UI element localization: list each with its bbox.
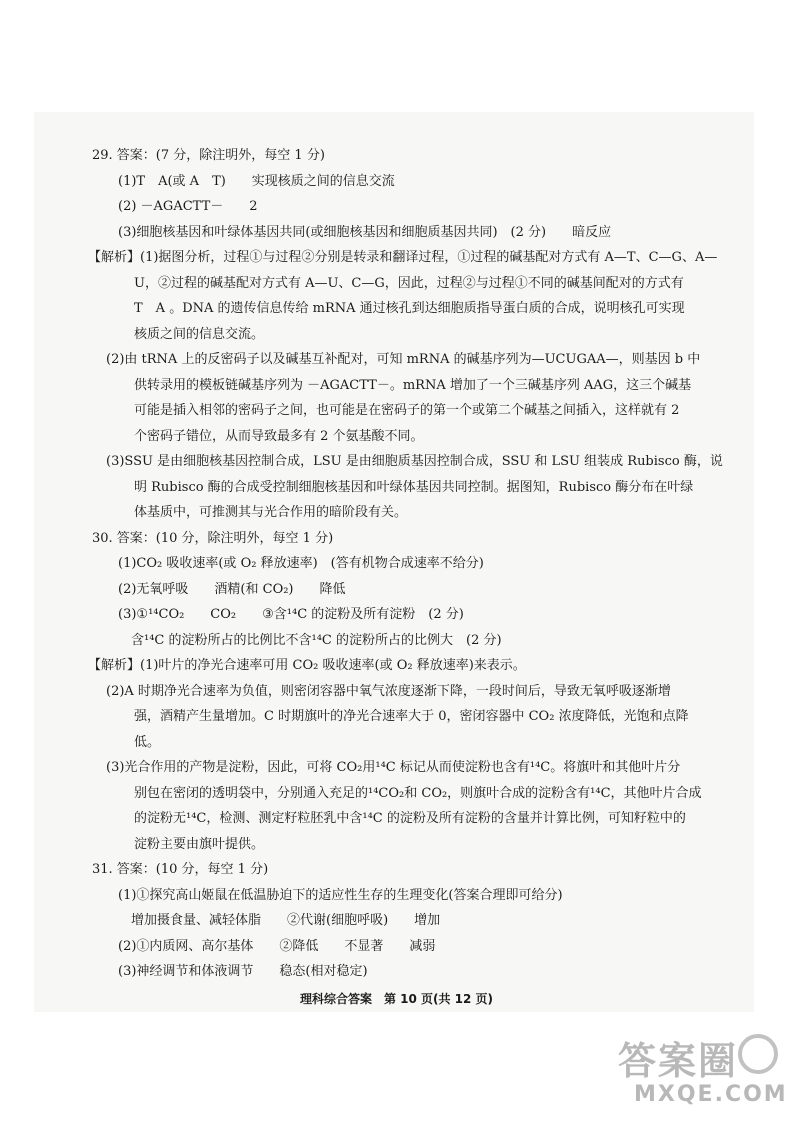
text-line: T A 。DNA 的遗传信息传给 mRNA 通过核孔到达细胞质指导蛋白质的合成，说明核孔可实现 <box>134 301 685 316</box>
text-line: (2)由 tRNA 上的反密码子以及碱基互补配对，可知 mRNA 的碱基序列为—UCUGAA—，则基因 b 中 <box>106 352 701 367</box>
text-line: 29. 答案：(7 分，除注明外，每空 1 分) <box>92 148 325 163</box>
text-line: 31. 答案：(10 分，每空 1 分) <box>92 862 269 877</box>
text-line: (1)T A(或 A T) 实现核质之间的信息交流 <box>118 173 395 189</box>
text-line: 可能是插入相邻的密码子之间，也可能是在密码子的第一个或第二个碱基之间插入，这样就有 2 <box>134 403 680 418</box>
text-line: (3)SSU 是由细胞核基因控制合成，LSU 是由细胞质基因控制合成，SSU 和 LSU 组装成 Rubisco 酶，说 <box>106 454 723 469</box>
text-line: (2)①内质网、高尔基体 ②降低 不显著 减弱 <box>118 938 436 954</box>
text-line: 含¹⁴C 的淀粉所占的比例比不含¹⁴C 的淀粉所占的比例大 (2 分) <box>118 632 502 648</box>
text-line: 强，酒精产生量增加。C 时期旗叶的净光合速率大于 0，密闭容器中 CO₂ 浓度降低，光饱和点降 <box>134 709 689 724</box>
text-line: (3)光合作用的产物是淀粉，因此，可将 CO₂用¹⁴C 标记从而使淀粉也含有¹⁴C。将旗叶和其他叶片分 <box>106 760 681 775</box>
text-line: 别包在密闭的透明袋中，分别通入充足的¹⁴CO₂和 CO₂，则旗叶合成的淀粉含有¹⁴C，其他叶片合成 <box>134 785 702 801</box>
text-line: (1)①探究高山姬鼠在低温胁迫下的适应性生存的生理变化(答案合理即可给分) <box>118 887 563 903</box>
text-line: U，②过程的碱基配对方式有 A—U、C—G，因此，过程②与过程①不同的碱基间配对的方式有 <box>134 275 684 291</box>
text-line: (3)①¹⁴CO₂ CO₂ ③含¹⁴C 的淀粉及所有淀粉 (2 分) <box>118 607 464 622</box>
text-line: 供转录用的模板链碱基序列为 －AGACTT－。mRNA 增加了一个三碱基序列 AAG，这三个碱基 <box>134 377 692 393</box>
text-line: 体基质中，可推测其与光合作用的暗阶段有关。 <box>134 505 408 520</box>
logo-badge-icon <box>738 1034 778 1074</box>
text-line: (3)细胞核基因和叶绿体基因共同(或细胞核基因和细胞质基因共同) (2 分) 暗反应 <box>118 224 612 240</box>
text-line: 核质之间的信息交流。 <box>134 326 265 342</box>
text-line: (2)无氧呼吸 酒精(和 CO₂) 降低 <box>118 581 346 597</box>
logo-text: 答案圈 <box>618 1039 739 1083</box>
text-line: (2)A 时期净光合速率为负值，则密闭容器中氧气浓度逐渐下降，一段时间后，导致无氧呼吸逐渐增 <box>106 683 671 699</box>
text-line: 【解析】(1)叶片的净光合速率可用 CO₂ 吸收速率(或 O₂ 释放速率)来表示。 <box>88 658 526 673</box>
text-line: 的淀粉无¹⁴C，检测、测定籽粒胚乳中含¹⁴C 的淀粉及所有淀粉的含量并计算比例，可知籽粒中的 <box>134 811 686 826</box>
logo-url: MXQE.COM <box>634 1082 788 1107</box>
text-line: 明 Rubisco 酶的合成受控制细胞核基因和叶绿体基因共同控制。据图知，Rubisco 酶分布在叶绿 <box>134 479 694 495</box>
site-logo <box>612 1030 788 1116</box>
text-line: 【解析】(1)据图分析，过程①与过程②分别是转录和翻译过程，①过程的碱基配对方式有 A—T、C—G、A— <box>88 250 718 265</box>
text-line: 低。 <box>134 734 161 750</box>
text-line: 淀粉主要由旗叶提供。 <box>134 836 265 852</box>
text-line: 个密码子错位，从而导致最多有 2 个氨基酸不同。 <box>134 428 424 444</box>
page-footer: 理科综合答案 第 10 页(共 12 页) <box>299 992 494 1006</box>
text-line: (2) －AGACTT－ 2 <box>118 199 258 214</box>
text-line: (1)CO₂ 吸收速率(或 O₂ 释放速率) (答有机物合成速率不给分) <box>118 556 484 571</box>
text-line: (3)神经调节和体液调节 稳态(相对稳定) <box>118 964 368 979</box>
answer-text-body <box>88 143 728 985</box>
text-line: 30. 答案：(10 分，除注明外，每空 1 分) <box>92 530 334 546</box>
text-line: 增加摄食量、减轻体脂 ②代谢(细胞呼吸) 增加 <box>118 913 441 928</box>
